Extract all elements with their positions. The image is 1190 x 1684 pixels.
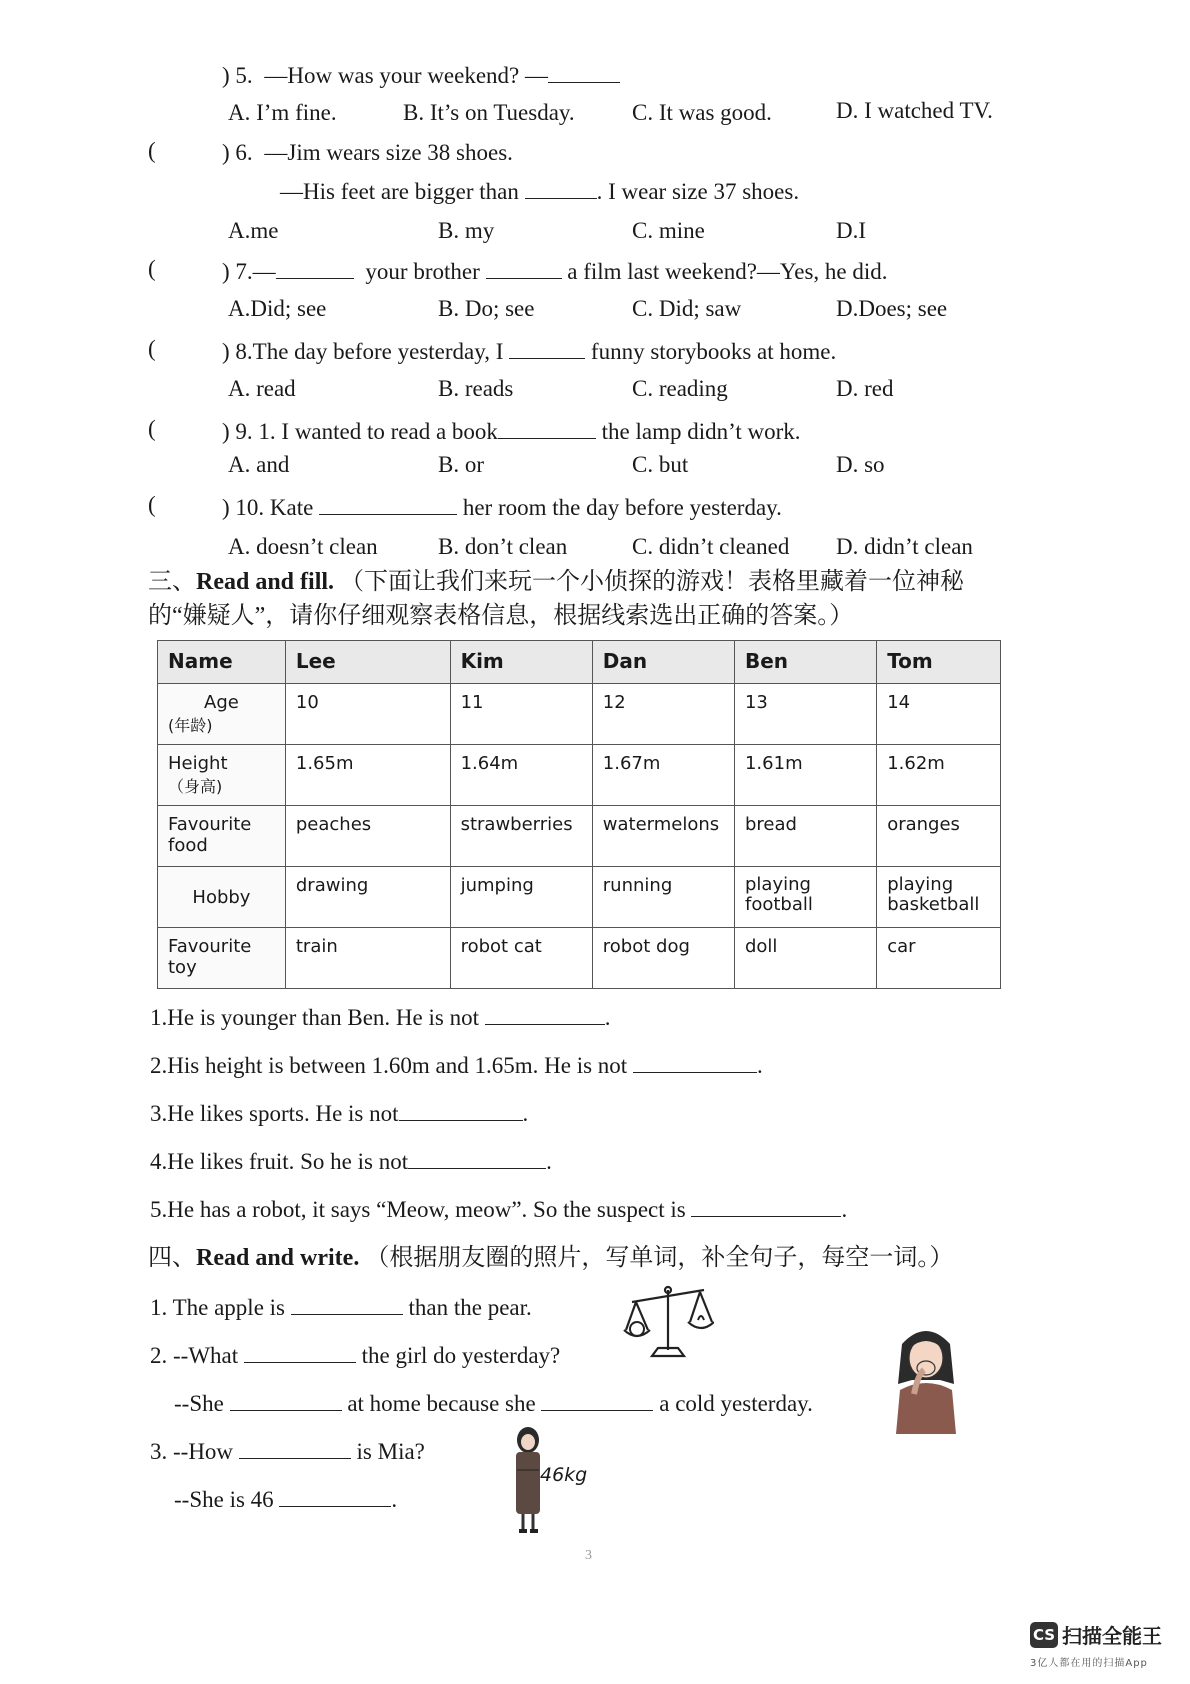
table-cell: 1.67m — [592, 745, 734, 806]
table-cell: 12 — [592, 684, 734, 745]
option: C. didn’t cleaned — [632, 534, 790, 559]
section-3-heading — [148, 566, 964, 598]
option: C. It was good. — [632, 100, 772, 125]
write-question-3 — [150, 1436, 425, 1467]
table-header: Ben — [734, 641, 876, 684]
answer-blank[interactable] — [548, 60, 620, 83]
answer-paren[interactable]: ( — [148, 256, 156, 281]
write-question-2-answer — [174, 1388, 813, 1419]
clue-end: . — [756, 1053, 763, 1078]
table-cell: playing basketball — [877, 867, 1001, 928]
table-cell: 1.65m — [285, 745, 450, 806]
option: B. or — [438, 452, 484, 477]
option: D. red — [836, 376, 894, 401]
table-cell: 1.62m — [877, 745, 1001, 806]
answer-blank[interactable] — [485, 1002, 605, 1025]
clue-2 — [150, 1050, 763, 1081]
option: C. reading — [632, 376, 728, 401]
scanner-logo-icon: CS — [1030, 1622, 1058, 1648]
row-label — [158, 745, 286, 806]
clue-4 — [150, 1146, 552, 1177]
option: D.I — [836, 218, 867, 243]
suspect-table — [157, 640, 1001, 989]
option: D.Does; see — [836, 296, 948, 321]
table-cell: 11 — [450, 684, 592, 745]
clue-text: 2.His height is between 1.60m and 1.65m. He is not — [150, 1053, 628, 1078]
table-row — [158, 806, 1001, 867]
option: A.me — [228, 218, 279, 243]
table-header: Kim — [450, 641, 592, 684]
table-cell: train — [285, 928, 450, 989]
table-row — [158, 745, 1001, 806]
question-text: 3. --How — [150, 1439, 234, 1464]
row-label-text: Favourite — [168, 814, 252, 835]
section-number: 四、 — [148, 1245, 196, 1271]
question-number: ) 10. Kate — [222, 495, 314, 520]
table-cell: robot dog — [592, 928, 734, 989]
table-cell: running — [592, 867, 734, 928]
question-text: than the pear. — [408, 1295, 532, 1320]
clue-3 — [150, 1098, 528, 1129]
clue-text: 3.He likes sports. He is not — [150, 1101, 399, 1126]
answer-blank[interactable] — [399, 1098, 523, 1121]
table-cell: doll — [734, 928, 876, 989]
question-text: —How was your weekend? — — [264, 63, 549, 88]
question-text: the lamp didn’t work. — [601, 419, 801, 444]
option: A. read — [228, 376, 296, 401]
clue-end: . — [522, 1101, 529, 1126]
scanner-tagline: 3亿人都在用的扫描App — [1030, 1658, 1148, 1669]
table-row — [158, 867, 1001, 928]
clue-end: . — [841, 1197, 848, 1222]
answer-blank[interactable] — [230, 1388, 342, 1411]
table-row — [158, 928, 1001, 989]
table-cell: oranges — [877, 806, 1001, 867]
row-label-text: Age — [204, 692, 239, 713]
table-cell: bread — [734, 806, 876, 867]
table-header: Name — [158, 641, 286, 684]
option: B. It’s on Tuesday. — [403, 100, 575, 125]
weight-label: 46kg — [540, 1464, 588, 1486]
question-text: --She is 46 — [174, 1487, 274, 1512]
answer-paren[interactable]: ( — [148, 336, 156, 361]
question-text: is Mia? — [356, 1439, 425, 1464]
table-cell: drawing — [285, 867, 450, 928]
write-question-1 — [150, 1292, 532, 1323]
section-title: Read and fill. — [196, 569, 335, 595]
question-6-line2 — [280, 176, 799, 207]
question-text: —His feet are bigger than — [280, 179, 519, 204]
answer-blank[interactable] — [244, 1340, 356, 1363]
question-text: your brother — [365, 259, 480, 284]
table-cell: watermelons — [592, 806, 734, 867]
answer-blank[interactable] — [498, 416, 596, 439]
question-6 — [222, 138, 513, 168]
row-label-sub: （身高) — [168, 777, 223, 796]
table-cell: 1.61m — [734, 745, 876, 806]
write-question-3-answer — [174, 1484, 397, 1515]
question-text: --She — [174, 1391, 224, 1416]
table-header-row — [158, 641, 1001, 684]
question-text: —Jim wears size 38 shoes. — [264, 140, 513, 165]
option: D. I watched TV. — [836, 98, 993, 123]
question-8 — [222, 336, 836, 367]
question-number: ) 5. — [222, 63, 253, 88]
question-number: ) 7.— — [222, 259, 276, 284]
option: C. but — [632, 452, 689, 477]
answer-blank[interactable] — [541, 1388, 653, 1411]
option: C. mine — [632, 218, 705, 243]
section-number: 三、 — [148, 569, 196, 595]
clue-end: . — [604, 1005, 611, 1030]
option: A. I’m fine. — [228, 100, 337, 125]
section-3-instruction-line2: 的“嫌疑人”，请你仔细观察表格信息，根据线索选出正确的答案。） — [148, 603, 854, 629]
option: D. so — [836, 452, 885, 477]
table-cell: peaches — [285, 806, 450, 867]
answer-blank[interactable] — [279, 1484, 391, 1507]
table-header: Tom — [877, 641, 1001, 684]
table-row — [158, 684, 1001, 745]
row-label — [158, 928, 286, 989]
table-header: Dan — [592, 641, 734, 684]
question-number: ) 6. — [222, 140, 253, 165]
question-text: at home because she — [347, 1391, 536, 1416]
row-label-sub: (年龄) — [168, 716, 213, 735]
question-10 — [222, 492, 782, 523]
option: B. my — [438, 218, 495, 243]
table-cell: robot cat — [450, 928, 592, 989]
clue-text: 4.He likes fruit. So he is not — [150, 1149, 409, 1174]
option: B. don’t clean — [438, 534, 568, 559]
option: B. Do; see — [438, 296, 535, 321]
row-label — [158, 684, 286, 745]
row-label — [158, 806, 286, 867]
question-text: the girl do yesterday? — [361, 1343, 561, 1368]
scanner-name: 扫描全能王 — [1062, 1624, 1162, 1648]
scanner-watermark — [1030, 1620, 1162, 1669]
question-text: a cold yesterday. — [659, 1391, 813, 1416]
answer-paren[interactable]: ( — [148, 138, 156, 163]
row-label-text: Height — [168, 753, 228, 774]
question-9 — [222, 416, 801, 447]
answer-blank[interactable] — [486, 256, 562, 279]
answer-blank[interactable] — [291, 1292, 403, 1315]
question-number: ) 8.The day before yesterday, I — [222, 339, 504, 364]
table-header: Lee — [285, 641, 450, 684]
section-instruction: （下面让我们来玩一个小侦探的游戏！表格里藏着一位神秘 — [340, 569, 965, 595]
question-text: 1. The apple is — [150, 1295, 285, 1320]
table-cell: 13 — [734, 684, 876, 745]
clue-text: 5.He has a robot, it says “Meow, meow”. So the suspect is — [150, 1197, 686, 1222]
option: C. Did; saw — [632, 296, 742, 321]
clue-text: 1.He is younger than Ben. He is not — [150, 1005, 479, 1030]
option: B. reads — [438, 376, 514, 401]
table-cell: jumping — [450, 867, 592, 928]
option: A. and — [228, 452, 290, 477]
clue-5 — [150, 1194, 847, 1225]
clue-end: . — [546, 1149, 552, 1174]
answer-paren[interactable]: ( — [148, 492, 156, 517]
section-4-heading — [148, 1242, 953, 1274]
row-label-text: Favourite — [168, 936, 252, 957]
question-text: her room the day before yesterday. — [462, 495, 782, 520]
table-cell: 14 — [877, 684, 1001, 745]
question-text: . — [391, 1487, 398, 1512]
clue-1 — [150, 1002, 610, 1033]
answer-blank[interactable] — [691, 1194, 841, 1217]
section-title: Read and write. — [196, 1245, 360, 1271]
question-text: 2. --What — [150, 1343, 239, 1368]
row-label — [158, 867, 286, 928]
answer-blank[interactable] — [239, 1436, 351, 1459]
balance-scale-icon — [622, 1284, 714, 1368]
section-instruction: （根据朋友圈的照片，写单词，补全句子，每空一词。） — [365, 1245, 954, 1271]
option: D. didn’t clean — [836, 534, 973, 559]
answer-blank[interactable] — [276, 256, 354, 279]
answer-paren[interactable]: ( — [148, 416, 156, 441]
question-text: a film last weekend?—Yes, he did. — [567, 259, 888, 284]
answer-blank[interactable] — [319, 492, 457, 515]
question-5 — [222, 60, 620, 91]
table-cell: strawberries — [450, 806, 592, 867]
table-cell: playing football — [734, 867, 876, 928]
row-label-sub: food — [168, 835, 208, 856]
option: A. doesn’t clean — [228, 534, 378, 559]
answer-blank[interactable] — [525, 176, 597, 199]
answer-blank[interactable] — [509, 336, 585, 359]
option: A.Did; see — [228, 296, 327, 321]
table-cell: car — [877, 928, 1001, 989]
sick-girl-illustration — [884, 1324, 968, 1434]
row-label-text: Hobby — [192, 886, 251, 908]
answer-blank[interactable] — [408, 1146, 546, 1169]
write-question-2 — [150, 1340, 560, 1371]
question-text: funny storybooks at home. — [590, 339, 837, 364]
answer-blank[interactable] — [633, 1050, 757, 1073]
table-cell: 1.64m — [450, 745, 592, 806]
table-cell: 10 — [285, 684, 450, 745]
question-7 — [222, 256, 888, 287]
row-label-sub: toy — [168, 957, 197, 978]
question-text: . I wear size 37 shoes. — [596, 179, 800, 204]
question-number: ) 9. 1. I wanted to read a book — [222, 419, 498, 444]
page-number: 3 — [585, 1548, 592, 1563]
